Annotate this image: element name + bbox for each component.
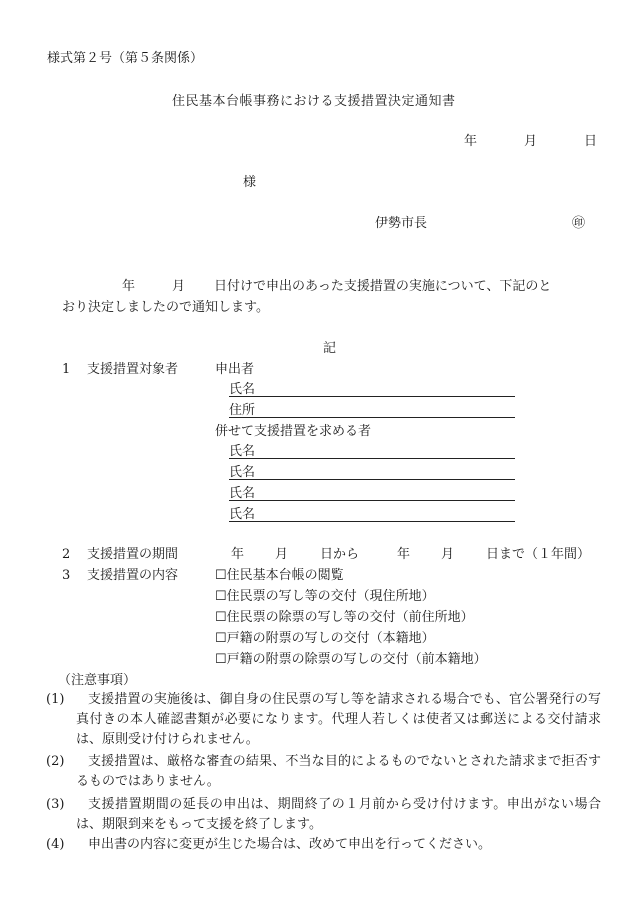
note-text: 申出書の内容に変更が生じた場合は、改めて申出を行ってください。 bbox=[88, 837, 492, 852]
note-item bbox=[46, 835, 601, 855]
support-option-checkbox[interactable]: ☐住民票の除票の写し等の交付（前住所地） bbox=[215, 610, 474, 625]
section1-number: 1 bbox=[62, 362, 71, 377]
note-item bbox=[46, 752, 601, 792]
intro-line1: 日付けで申出のあった支援措置の実施について、下記のと bbox=[214, 279, 552, 294]
support-option-checkbox[interactable]: ☐戸籍の附票の写しの交付（本籍地） bbox=[215, 631, 435, 646]
seal-mark: ㊞ bbox=[572, 216, 586, 231]
applicant-name-label: 氏名 bbox=[229, 382, 256, 397]
applicant-label: 申出者 bbox=[215, 362, 255, 377]
applicant-name-line bbox=[229, 396, 515, 397]
intro-line2: おり決定しましたので通知します。 bbox=[62, 300, 269, 315]
document-title: 住民基本台帳事務における支援措置決定通知書 bbox=[172, 94, 456, 109]
period-to-year: 年 bbox=[397, 547, 411, 562]
support-option-checkbox[interactable]: ☐住民基本台帳の閲覧 bbox=[215, 568, 344, 583]
joint-name-label: 氏名 bbox=[229, 444, 256, 459]
period-to-day: 日まで（１年間） bbox=[486, 547, 591, 562]
joint-name-label: 氏名 bbox=[229, 507, 256, 522]
period-from-day: 日から bbox=[320, 547, 360, 562]
joint-name-line bbox=[229, 500, 515, 501]
addressee-suffix: 様 bbox=[243, 175, 257, 190]
note-number: (3) bbox=[46, 797, 65, 812]
joint-name-label: 氏名 bbox=[229, 486, 256, 501]
joint-name-line bbox=[229, 521, 515, 522]
joint-name-line bbox=[229, 458, 515, 459]
applicant-address-label: 住所 bbox=[229, 403, 256, 418]
notes-heading: （注意事項） bbox=[58, 673, 137, 688]
issuer-name: 伊勢市長 bbox=[375, 216, 428, 231]
date-day: 日 bbox=[584, 134, 598, 149]
note-text: 支援措置の実施後は、御自身の住民票の写し等を請求される場合でも、官公署発行の写真付きの本人確認書類が必要になります。代理人若しくは使者又は郵送による交付請求は、原則受け付けられません。 bbox=[76, 692, 601, 747]
applicant-address-line bbox=[229, 417, 515, 418]
period-from-year: 年 bbox=[231, 547, 245, 562]
section1-label: 支援措置対象者 bbox=[87, 362, 179, 377]
note-number: (2) bbox=[46, 754, 65, 769]
note-item bbox=[46, 690, 601, 750]
ki-heading: 記 bbox=[323, 341, 337, 356]
period-to-month: 月 bbox=[441, 547, 455, 562]
section2-number: 2 bbox=[62, 547, 71, 562]
form-label: 様式第２号（第５条関係） bbox=[47, 51, 204, 66]
note-number: (4) bbox=[46, 837, 65, 852]
note-item bbox=[46, 795, 601, 835]
date-year: 年 bbox=[464, 134, 478, 149]
support-option-checkbox[interactable]: ☐住民票の写し等の交付（現住所地） bbox=[215, 589, 435, 604]
note-text: 支援措置期間の延長の申出は、期間終了の１月前から受け付けます。申出がない場合は、期限到来をもって支援を終了します。 bbox=[76, 797, 601, 832]
support-option-checkbox[interactable]: ☐戸籍の附票の除票の写しの交付（前本籍地） bbox=[215, 652, 487, 667]
period-from-month: 月 bbox=[275, 547, 289, 562]
joint-name-line bbox=[229, 479, 515, 480]
section3-number: 3 bbox=[62, 568, 71, 583]
note-number: (1) bbox=[46, 692, 65, 707]
note-text: 支援措置は、厳格な審査の結果、不当な目的によるものでないとされた請求まで拒否するものではありません。 bbox=[76, 754, 601, 789]
joint-name-label: 氏名 bbox=[229, 465, 256, 480]
section2-label: 支援措置の期間 bbox=[87, 547, 179, 562]
date-month: 月 bbox=[524, 134, 538, 149]
joint-label: 併せて支援措置を求める者 bbox=[215, 424, 372, 439]
intro-year: 年 bbox=[122, 279, 136, 294]
section3-label: 支援措置の内容 bbox=[87, 568, 179, 583]
intro-month: 月 bbox=[172, 279, 186, 294]
